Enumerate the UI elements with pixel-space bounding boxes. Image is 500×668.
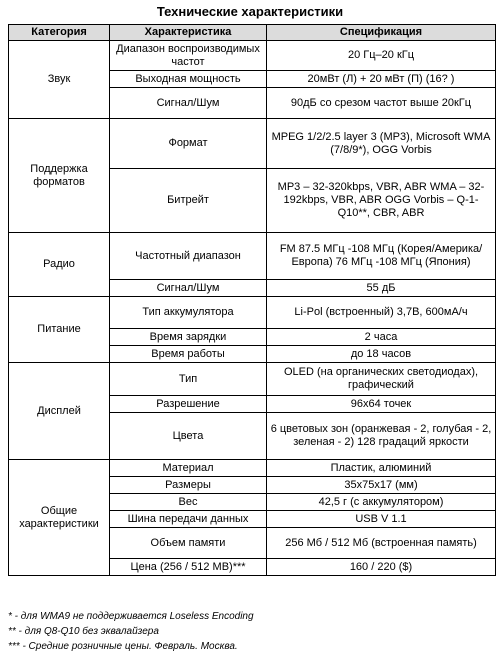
table-row — [9, 233, 496, 280]
spec-cell: 6 цветовых зон (оранжевая - 2, голубая - 2, зеленая - 2) 128 градаций яркости — [267, 413, 496, 460]
spec-cell: MPEG 1/2/2.5 layer 3 (MP3), Microsoft WMA (7/8/9*), OGG Vorbis — [267, 119, 496, 169]
footnote: * - для WMA9 не поддерживается Loseless Encoding — [8, 611, 254, 622]
category-cell: Общие характеристики — [9, 460, 110, 576]
table-row — [9, 297, 496, 329]
category-cell: Радио — [9, 233, 110, 297]
feature-cell: Сигнал/Шум — [110, 88, 267, 119]
table-row — [9, 41, 496, 71]
spec-cell: 90дБ со срезом частот выше 20кГц — [267, 88, 496, 119]
table-row — [9, 363, 496, 396]
feature-cell: Вес — [110, 494, 267, 511]
feature-cell: Объем памяти — [110, 528, 267, 559]
spec-cell: Пластик, алюминий — [267, 460, 496, 477]
feature-cell: Время зарядки — [110, 329, 267, 346]
spec-cell: 160 / 220 ($) — [267, 559, 496, 576]
spec-cell: 20мВт (Л) + 20 мВт (П) (16? ) — [267, 71, 496, 88]
spec-cell: OLED (на органических светодиодах), графический — [267, 363, 496, 396]
spec-cell: Li-Pol (встроенный) 3,7В, 600мА/ч — [267, 297, 496, 329]
feature-cell: Цена (256 / 512 MB)*** — [110, 559, 267, 576]
category-cell: Поддержка форматов — [9, 119, 110, 233]
feature-cell: Тип — [110, 363, 267, 396]
feature-cell: Тип аккумулятора — [110, 297, 267, 329]
header-spec: Спецификация — [267, 25, 496, 41]
feature-cell: Формат — [110, 119, 267, 169]
category-cell: Питание — [9, 297, 110, 363]
spec-cell: 2 часа — [267, 329, 496, 346]
header-category: Категория — [9, 25, 110, 41]
feature-cell: Цвета — [110, 413, 267, 460]
spec-cell: 42,5 г (с аккумулятором) — [267, 494, 496, 511]
table-row — [9, 460, 496, 477]
feature-cell: Битрейт — [110, 169, 267, 233]
feature-cell: Материал — [110, 460, 267, 477]
category-cell: Звук — [9, 41, 110, 119]
spec-cell: MP3 – 32-320kbps, VBR, ABR WMA – 32-192kbps, VBR, ABR OGG Vorbis – Q-1-Q10**, CBR, ABR — [267, 169, 496, 233]
spec-table — [8, 24, 496, 576]
footnote: *** - Средние розничные цены. Февраль. Москва. — [8, 641, 238, 652]
table-header-row — [9, 25, 496, 41]
feature-cell: Выходная мощность — [110, 71, 267, 88]
feature-cell: Разрешение — [110, 396, 267, 413]
header-feature: Характеристика — [110, 25, 267, 41]
feature-cell: Частотный диапазон — [110, 233, 267, 280]
spec-cell: 35x75x17 (мм) — [267, 477, 496, 494]
category-cell: Дисплей — [9, 363, 110, 460]
table-row — [9, 119, 496, 169]
spec-cell: до 18 часов — [267, 346, 496, 363]
feature-cell: Размеры — [110, 477, 267, 494]
spec-cell: FM 87.5 МГц -108 МГц (Корея/Америка/Европа) 76 МГц -108 МГц (Япония) — [267, 233, 496, 280]
feature-cell: Сигнал/Шум — [110, 280, 267, 297]
footnote: ** - для Q8-Q10 без эквалайзера — [8, 626, 159, 637]
footnotes — [8, 609, 498, 654]
feature-cell: Диапазон воспроизводимых частот — [110, 41, 267, 71]
spec-cell: 256 Мб / 512 Мб (встроенная память) — [267, 528, 496, 559]
spec-cell: 96x64 точек — [267, 396, 496, 413]
spec-cell: 55 дБ — [267, 280, 496, 297]
spec-cell: USB V 1.1 — [267, 511, 496, 528]
feature-cell: Время работы — [110, 346, 267, 363]
page-title: Технические характеристики — [156, 4, 344, 19]
feature-cell: Шина передачи данных — [110, 511, 267, 528]
spec-cell: 20 Гц–20 кГц — [267, 41, 496, 71]
